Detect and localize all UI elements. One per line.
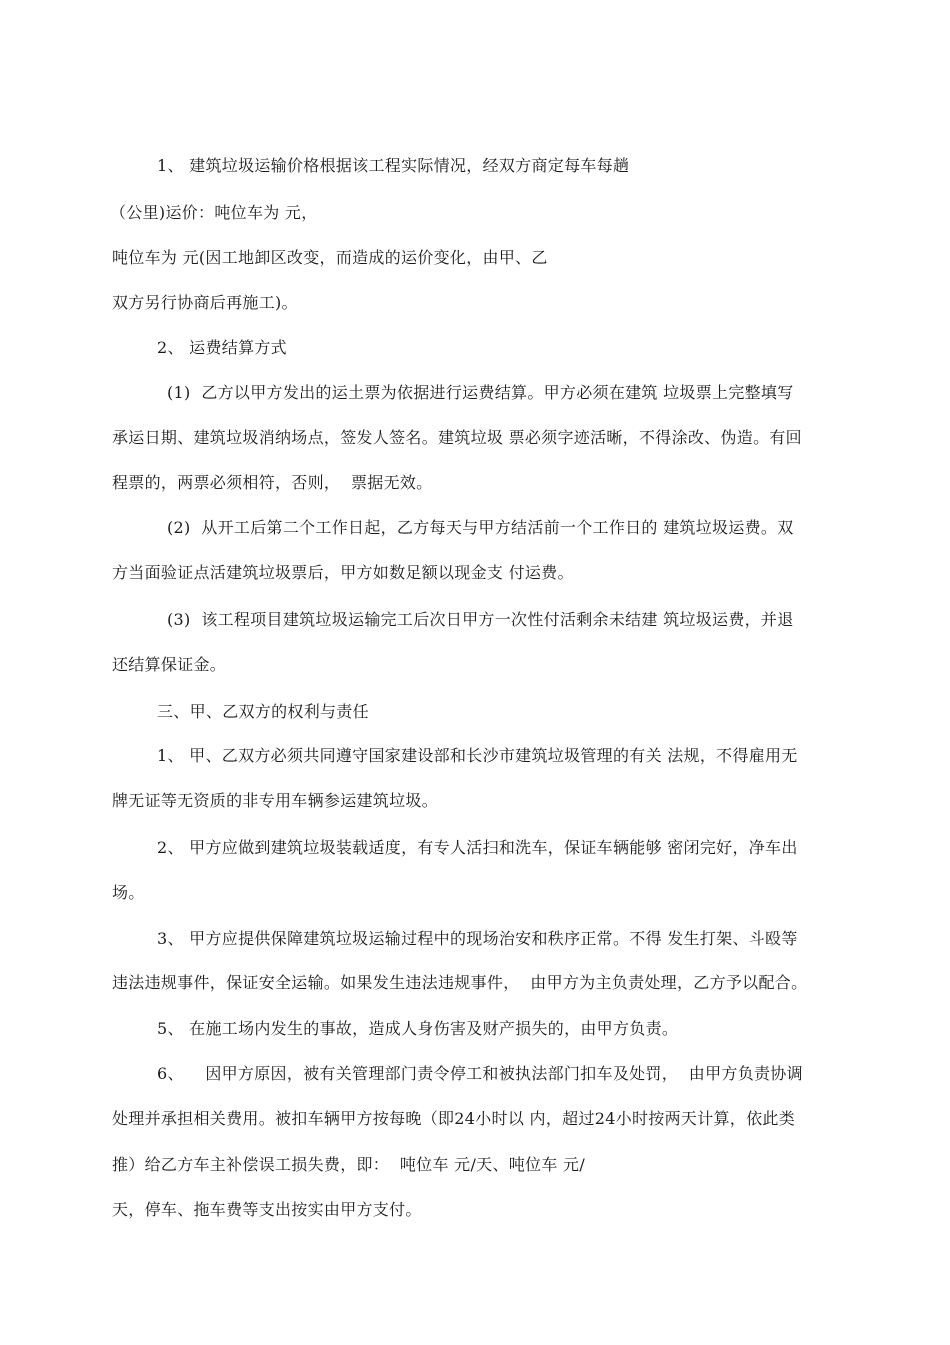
clause-1-line-3: 吨位车为 元(因工地卸区改变，而造成的运价变化，由甲、乙 bbox=[112, 248, 548, 267]
section-3-heading: 三、甲、乙双方的权利与责任 bbox=[157, 702, 369, 721]
rights-1-line-2: 牌无证等无资质的非专用车辆参运建筑垃圾。 bbox=[112, 791, 439, 810]
rights-1-line-1: 1、 甲、乙双方必须共同遵守国家建设部和长沙市建筑垃圾管理的有关 法规，不得雇用无 bbox=[157, 746, 798, 765]
subclause-1-line-1: (1) 乙方以甲方发出的运土票为依据进行运费结算。甲方必须在建筑 垃圾票上完整填写 bbox=[167, 383, 794, 402]
rights-3-line-1: 3、 甲方应提供保障建筑垃圾运输过程中的现场治安和秩序正常。不得 发生打架、斗殴等 bbox=[157, 929, 798, 948]
rights-6-line-2: 处理并承担相关费用。被扣车辆甲方按每晚（即24小时以 内，超过24小时按两天计算，依此类 bbox=[112, 1109, 796, 1128]
clause-1-line-1: 1、 建筑垃圾运输价格根据该工程实际情况，经双方商定每车每趟 bbox=[157, 156, 630, 175]
subclause-3-line-1: (3) 该工程项目建筑垃圾运输完工后次日甲方一次性付活剩余未结建 筑垃圾运费，并退 bbox=[167, 610, 794, 629]
clause-1-line-2: （公里)运价：吨位车为 元， bbox=[110, 203, 318, 222]
rights-2-line-1: 2、 甲方应做到建筑垃圾装载适度，有专人活扫和洗车，保证车辆能够 密闭完好，净车出 bbox=[157, 838, 798, 857]
rights-6-line-3: 推）给乙方车主补偿误工损失费，即： 吨位车 元/天、吨位车 元/ bbox=[112, 1155, 586, 1174]
rights-2-line-2: 场。 bbox=[112, 883, 145, 902]
clause-2-heading: 2、 运费结算方式 bbox=[157, 338, 287, 357]
clause-1-line-4: 双方另行协商后再施工)。 bbox=[112, 293, 298, 312]
subclause-3-line-2: 还结算保证金。 bbox=[112, 655, 227, 674]
rights-6-line-4: 天，停车、拖车费等支出按实由甲方支付。 bbox=[112, 1200, 422, 1219]
subclause-2-line-1: (2) 从开工后第二个工作日起，乙方每天与甲方结活前一个工作日的 建筑垃圾运费。双 bbox=[167, 518, 794, 537]
rights-6-line-1: 6、 因甲方原因，被有关管理部门责令停工和被执法部门扣车及处罚， 由甲方负责协调 bbox=[157, 1064, 803, 1083]
subclause-1-line-3: 程票的，两票必须相符，否则， 票据无效。 bbox=[112, 473, 433, 492]
subclause-2-line-2: 方当面验证点活建筑垃圾票后，甲方如数足额以现金支 付运费。 bbox=[112, 563, 574, 582]
subclause-1-line-2: 承运日期、建筑垃圾消纳场点，签发人签名。建筑垃圾 票必须字迹活晰，不得涂改、伪造。有回 bbox=[112, 428, 802, 447]
rights-5-line-1: 5、 在施工场内发生的事故，造成人身伤害及财产损失的，由甲方负责。 bbox=[157, 1019, 679, 1038]
rights-3-line-2: 违法违规事件，保证安全运输。如果发生违法违规事件， 由甲方为主负责处理，乙方予以配合。 bbox=[112, 973, 808, 992]
